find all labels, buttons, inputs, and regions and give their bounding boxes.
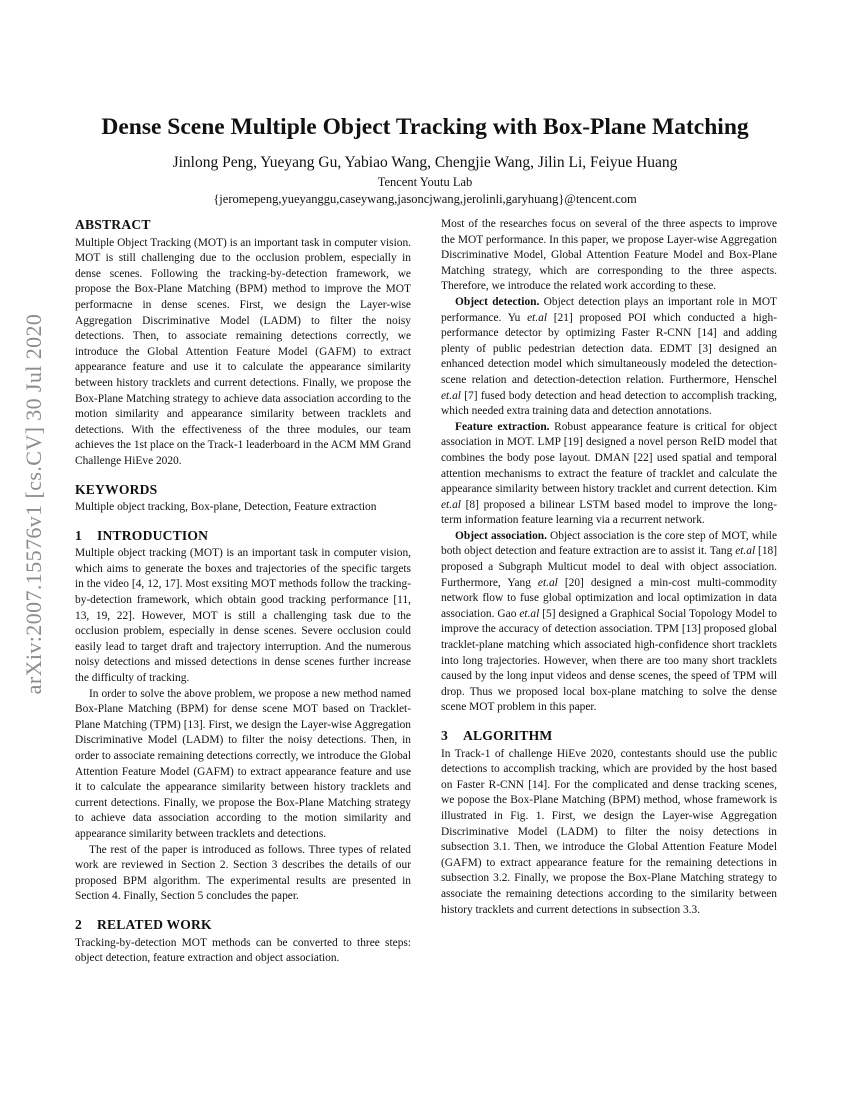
author-emails: {jeromepeng,yueyanggu,caseywang,jasoncjwang,jerolinli,garyhuang}@tencent.com (213, 192, 637, 206)
related-work-heading (75, 917, 411, 933)
etal-text: et.al (735, 545, 756, 558)
paragraph-title: Feature extraction. (455, 420, 550, 433)
keywords-heading: KEYWORDS (75, 481, 158, 497)
left-column (75, 217, 411, 967)
paragraph-text: [18] proposed a Subgraph Multicut model to deal with object association. Furthermore, Yang (441, 545, 778, 589)
affiliation: Tencent Youtu Lab (377, 175, 473, 189)
paragraph-text: [21] proposed POI which conducted a high-performance detector by optimizing Faster R-CNN [14] and adding plenty of public pedestrian detection data. EDMT [3] designed an enhanced detection model which simultaneously modeled the detection-scene relation and detection-detection relation. Furthermore, Henschel (441, 311, 777, 386)
right-column (441, 217, 777, 918)
section-title: ALGORITHM (463, 728, 553, 743)
section-title: RELATED WORK (97, 916, 212, 932)
paragraph-text: Object association is the core step of MOT, while both object detection and feature extraction are to assist it. Tang (441, 529, 777, 558)
paragraph-text: [8] proposed a bilinear LSTM based model to improve the long-term information feature learning via a recurrent network. (441, 498, 777, 527)
etal-text: et.al (519, 607, 540, 620)
abstract-text: Multiple Object Tracking (MOT) is an important task in computer vision. MOT is still challenging due to the occlusion problem, especially in dense scenes. Following the tracking-by-detection framework, we propose the Box-Plane Matching (BPM) method to improve the MOT performacne in dense scenes. First, we design the Layer-wise Aggregation Discriminative Model (LADM) to filter the noisy detections. Then, to associate remaining detections correctly, we introduce the Global Attention Feature Model (GAFM) to extract appearance feature and use it to calculate the appearance similarity between history tracklets and current detections. Finally, we propose the Box-Plane Matching strategy to achieve data association according to the motion similarity and appearance similarity between tracklets and detections. With the effectiveness of the three modules, our team achieves the 1st place on the Track-1 leaderboard in the ACM MM Grand Challenge HiEve 2020. (75, 236, 411, 467)
related-object-association-paragraph (441, 529, 777, 716)
algorithm-paragraph-1: In Track-1 of challenge HiEve 2020, contestants should use the public detections to accomplish tracking, which are provided by the host based on Faster R-CNN [14]. For the complicated and dense tracking scenes, we popose the Box-Plane Matching (BPM) method, whose framework is illustrated in Fig. 1. First, we design the Layer-wise Aggregation Discriminative Model (LADM) to filter the noisy detections in subsection 3.1. Then, we introduce the Global Attention Feature Model (GAFM) to extract appearance feature for the remaining detections in subsection 3.2. Finally, we propose the Box-Plane Matching strategy to associate the remaining detections according to the similarity between history tracklets and current detections in subsection 3.3. (441, 747, 777, 916)
intro-paragraph-2: In order to solve the above problem, we propose a new method named Box-Plane Matching (BPM) for dense scene MOT based on Tracklet-Plane Matching (TPM) [13]. First, we design the Layer-wise Aggregation Discriminative Model (LADM) to filter the noisy detections. Then, in order to associate remaining detections correctly, we introduce the Global Attention Feature Model (GAFM) to extract appearance feature and use it to calculate the appearance similarity between history tracklets and current detections. Finally, we propose the Box-Plane Matching strategy to achieve data association according to the motion similarity and appearance similarity between tracklets and detections. (75, 687, 411, 840)
author-list: Jinlong Peng, Yueyang Gu, Yabiao Wang, Chengjie Wang, Jilin Li, Feiyue Huang (172, 154, 678, 171)
keywords-text: Multiple object tracking, Box-plane, Detection, Feature extraction (75, 501, 377, 514)
paragraph-title: Object detection. (455, 295, 540, 308)
etal-text: et.al (441, 389, 461, 402)
paper-title: Dense Scene Multiple Object Tracking with Box-Plane Matching (101, 114, 749, 140)
intro-paragraph-1: Multiple object tracking (MOT) is an important task in computer vision, which aims to generate the boxes and trajectories of the specific targets in the video [4, 12, 17]. Most exsiting MOT methods follow the tracking-by-detection framework, which obtain good tracking performance [11, 13, 19, 22]. However, MOT is still a challenging task due to the occlusion problem, especially in dense scenes. Severe occlusion could easily lead to target draft and trajectory interruption. And the numerous noisy detections and missed detections in dense scenes further increase the difficulty of tracking. (75, 547, 411, 685)
section-number: 3 (441, 728, 448, 743)
intro-paragraph-3: The rest of the paper is introduced as follows. Three types of related work are reviewed in Section 2. Section 3 describes the details of our proposed BPM algorithm. The experimental results are presented in Section 4. Finally, Section 5 concludes the paper. (75, 843, 411, 903)
paragraph-text: Object detection plays an important role in MOT performance. Yu (441, 295, 778, 324)
abstract-heading: ABSTRACT (75, 217, 151, 232)
arxiv-identifier: arXiv:2007.15576v1 [cs.CV] 30 Jul 2020 (21, 313, 46, 695)
paragraph-text: [7] fused body detection and head detection to accomplish tracking, which needed extra training data and detection annotations. (441, 389, 777, 418)
paragraph-text: [5] designed a Graphical Social Topology Model to improve the accuracy of detection association. TPM [13] proposed global tracklet-plane matching which associated high-confidence short tracklets into long trajectories. However, when there are too many short tracklets caused by the long input videos and dense scenes, the speed of TPM will drop. Thus we proposed local box-plane matching to solve the dense scene MOT problem in this paper. (441, 607, 777, 714)
section-title: INTRODUCTION (97, 527, 209, 543)
etal-text: et.al (537, 576, 558, 589)
related-feature-extraction-paragraph (441, 420, 777, 529)
paragraph-title: Object association. (455, 529, 547, 542)
etal-text: et.al (441, 498, 461, 511)
related-paragraph-2: Most of the researches focus on several of the three aspects to improve the MOT performance. In this paper, we propose Layer-wise Aggregation Discriminative Model, Global Attention Feature Model and Box-Plane Matching strategy, which are corresponding to the three aspects. Therefore, we introduce the related work according to these. (441, 218, 777, 293)
algorithm-heading (441, 728, 777, 744)
related-object-detection-paragraph (441, 295, 777, 420)
section-number: 1 (75, 527, 82, 543)
etal-text: et.al (527, 311, 548, 324)
section-number: 2 (75, 916, 82, 932)
paragraph-text: [20] designed a min-cost multi-commodity network flow to fuse global optimization and local optimization in data association. Gao (441, 576, 777, 620)
related-paragraph-1: Tracking-by-detection MOT methods can be converted to three steps: object detection, feature extraction and object association. (75, 936, 411, 965)
introduction-heading (75, 528, 411, 544)
paragraph-text: Robust appearance feature is critical for object association in MOT. LMP [19] designed a novel person ReID model that combines the body pose layout. DMAN [22] used spatial and temporal attention mechanisms to extract the feature of tracklet and calculate the appearance similarity between history tracklet and current detection. Kim (441, 420, 777, 496)
